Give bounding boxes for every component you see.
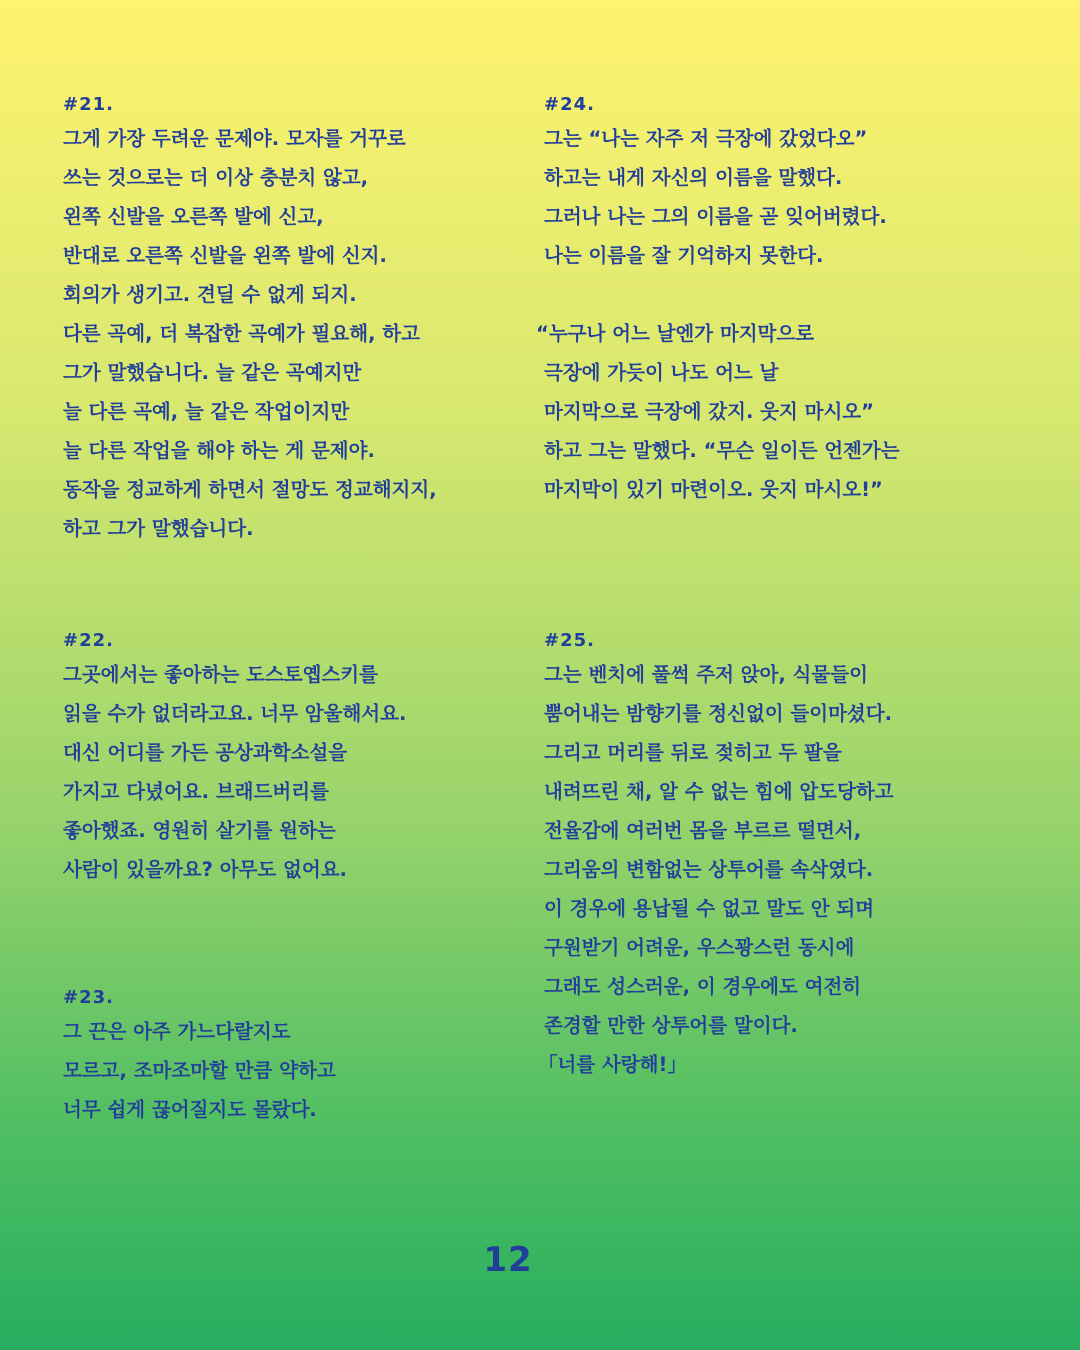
text-line: 내려뜨린 채, 알 수 없는 힘에 압도당하고 [544, 780, 894, 803]
text-line: 이 경우에 용납될 수 없고 말도 안 되며 [544, 897, 875, 920]
text-line: 그러나 나는 그의 이름을 곧 잊어버렸다. [544, 205, 887, 228]
text-line: “누구나 어느 날엔가 마지막으로 [536, 322, 815, 345]
section-heading: #25. [544, 630, 595, 651]
text-line: 뿜어내는 밤향기를 정신없이 들이마셨다. [544, 702, 893, 725]
text-line: 반대로 오른쪽 신발을 왼쪽 발에 신지. [63, 244, 387, 267]
text-line: 그가 말했습니다. 늘 같은 곡예지만 [63, 361, 362, 384]
text-line: 왼쪽 신발을 오른쪽 발에 신고, [63, 205, 324, 228]
text-line: 하고 그가 말했습니다. [63, 517, 254, 540]
text-line: 읽을 수가 없더라고요. 너무 암울해서요. [63, 702, 407, 725]
text-line: 하고 그는 말했다. “무슨 일이든 언젠가는 [544, 439, 900, 462]
text-line: 그는 벤치에 풀썩 주저 앉아, 식물들이 [544, 663, 868, 686]
text-line: 가지고 다녔어요. 브래드버리를 [63, 780, 329, 803]
section-25 [538, 628, 1004, 1089]
text-line: 동작을 정교하게 하면서 절망도 정교해지지, [63, 478, 437, 501]
section-heading: #21. [63, 94, 114, 115]
section-24 [536, 92, 1004, 514]
text-line: 그래도 성스러운, 이 경우에도 여전히 [544, 975, 862, 998]
text-line: 전율감에 여러번 몸을 부르르 떨면서, [544, 819, 862, 842]
text-line: 구원받기 어려운, 우스꽝스런 동시에 [544, 936, 855, 959]
text-line: 쓰는 것으로는 더 이상 충분치 않고, [63, 166, 369, 189]
text-line: 그곳에서는 좋아하는 도스토옙스키를 [63, 663, 378, 686]
text-line: 그리고 머리를 뒤로 젖히고 두 팔을 [544, 741, 842, 764]
text-line: 그는 “나는 자주 저 극장에 갔었다오” [544, 127, 868, 150]
text-line: 모르고, 조마조마할 만큼 약하고 [63, 1059, 336, 1082]
text-line: 극장에 가듯이 나도 어느 날 [544, 361, 779, 384]
text-line: 너무 쉽게 끊어질지도 몰랐다. [63, 1098, 317, 1121]
text-line: 마지막이 있기 마련이오. 웃지 마시오!” [544, 478, 883, 501]
section-22 [63, 628, 523, 894]
section-23 [63, 985, 523, 1134]
text-line: 사람이 있을까요? 아무도 없어요. [63, 858, 347, 881]
text-line: 하고는 내게 자신의 이름을 말했다. [544, 166, 843, 189]
blank-line [544, 280, 1004, 319]
text-line: 대신 어디를 가든 공상과학소설을 [63, 741, 348, 764]
text-line: 존경할 만한 상투어를 말이다. [544, 1014, 798, 1037]
text-line: 좋아했죠. 영원히 살기를 원하는 [63, 819, 336, 842]
text-line: 그 끈은 아주 가느다랄지도 [63, 1020, 291, 1043]
section-21 [63, 92, 523, 553]
text-line: 그게 가장 두려운 문제야. 모자를 거꾸로 [63, 127, 406, 150]
section-heading: #22. [63, 630, 114, 651]
text-line: 늘 다른 곡예, 늘 같은 작업이지만 [63, 400, 350, 423]
text-line: 그리움의 변함없는 상투어를 속삭였다. [544, 858, 874, 881]
text-line: 늘 다른 작업을 해야 하는 게 문제야. [63, 439, 375, 462]
text-line: 회의가 생기고. 견딜 수 없게 되지. [63, 283, 357, 306]
section-heading: #24. [544, 94, 595, 115]
text-line: 다른 곡예, 더 복잡한 곡예가 필요해, 하고 [63, 322, 420, 345]
text-line: 「너를 사랑해!」 [538, 1053, 687, 1076]
text-line: 나는 이름을 잘 기억하지 못한다. [544, 244, 824, 267]
page-number: 12 [483, 1240, 533, 1280]
section-heading: #23. [63, 987, 114, 1008]
text-line: 마지막으로 극장에 갔지. 웃지 마시오” [544, 400, 874, 423]
